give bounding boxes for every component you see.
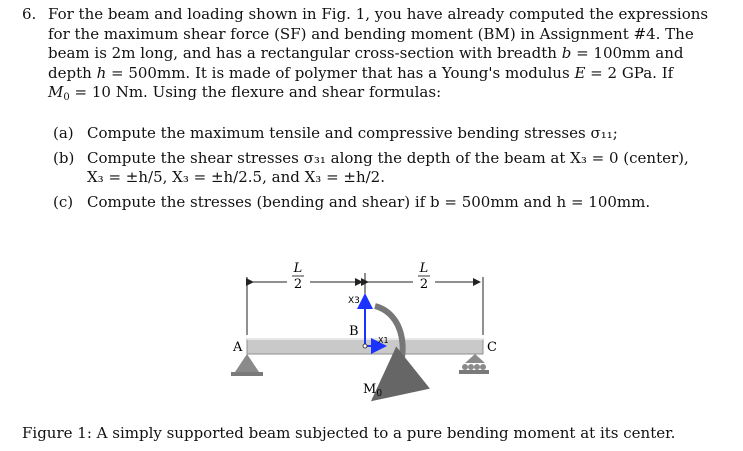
point-b	[363, 344, 367, 348]
part-text: Compute the stresses (bending and shear) if b = 500mm and h = 100mm.	[87, 192, 651, 211]
label-a: A	[233, 340, 243, 355]
label-b: B	[349, 324, 359, 339]
text-span: = 2 GPa. If	[585, 63, 674, 82]
problem-line-1: For the beam and loading shown in Fig. 1, you have already computed the expressions	[48, 5, 709, 23]
text-span: beam is 2m long, and has a rectangular cross-section with breadth	[48, 44, 557, 62]
pin-support-base	[231, 372, 263, 376]
problem-statement	[22, 5, 720, 108]
problem-line-2: for the maximum shear force (SF) and bending moment (BM) in Assignment #4. The	[48, 24, 694, 43]
problem-number: 6.	[22, 5, 37, 23]
beam-figure	[225, 255, 515, 405]
dim-right-numerator: L	[419, 261, 429, 276]
part-text-line-2: X₃ = ±h/5, X₃ = ±h/2.5, and X₃ = ±h/2.	[87, 168, 385, 186]
text-span: = 100mm and	[571, 44, 684, 62]
roller-wheels	[462, 364, 486, 370]
label-m-subscript: 0	[376, 389, 383, 399]
part-c	[53, 193, 723, 213]
part-label: (b)	[53, 148, 75, 167]
label-x3: X3	[348, 296, 360, 306]
part-a	[53, 124, 723, 144]
sub-questions	[53, 124, 723, 217]
figure-caption: Figure 1: A simply supported beam subjected to a pure bending moment at its center.	[22, 424, 676, 442]
pin-support	[235, 354, 259, 372]
problem-line-5	[48, 83, 720, 108]
part-label: (c)	[53, 192, 74, 211]
problem-body	[48, 5, 720, 108]
text-span: = 10 Nm. Using the flexure and shear formulas:	[69, 83, 442, 101]
moment-subscript: 0	[63, 92, 70, 103]
text-span: depth	[48, 63, 92, 82]
dim-left-denominator: 2	[293, 277, 303, 292]
problem-line-4	[48, 64, 720, 84]
moment-symbol: M	[48, 83, 64, 101]
part-text-line-1: Compute the shear stresses σ₃₁ along the depth of the beam at X₃ = 0 (center),	[87, 148, 689, 167]
modulus-symbol: E	[574, 63, 586, 82]
dim-left-numerator: L	[293, 261, 303, 276]
roller-support-base	[459, 370, 489, 374]
text-span: = 500mm. It is made of polymer that has a Young's modulus	[106, 63, 570, 82]
problem-line-3	[48, 44, 720, 64]
label-c: C	[487, 340, 497, 355]
part-b	[53, 149, 723, 188]
label-m: M	[363, 382, 377, 397]
breadth-symbol: b	[561, 44, 572, 62]
part-text: Compute the maximum tensile and compressive bending stresses σ₁₁;	[87, 124, 618, 142]
roller-support	[465, 354, 485, 363]
label-x1: X1	[378, 336, 389, 345]
label-m0	[363, 382, 382, 399]
depth-symbol: h	[96, 63, 107, 82]
part-label: (a)	[53, 124, 74, 142]
dim-right-denominator: 2	[419, 277, 429, 292]
